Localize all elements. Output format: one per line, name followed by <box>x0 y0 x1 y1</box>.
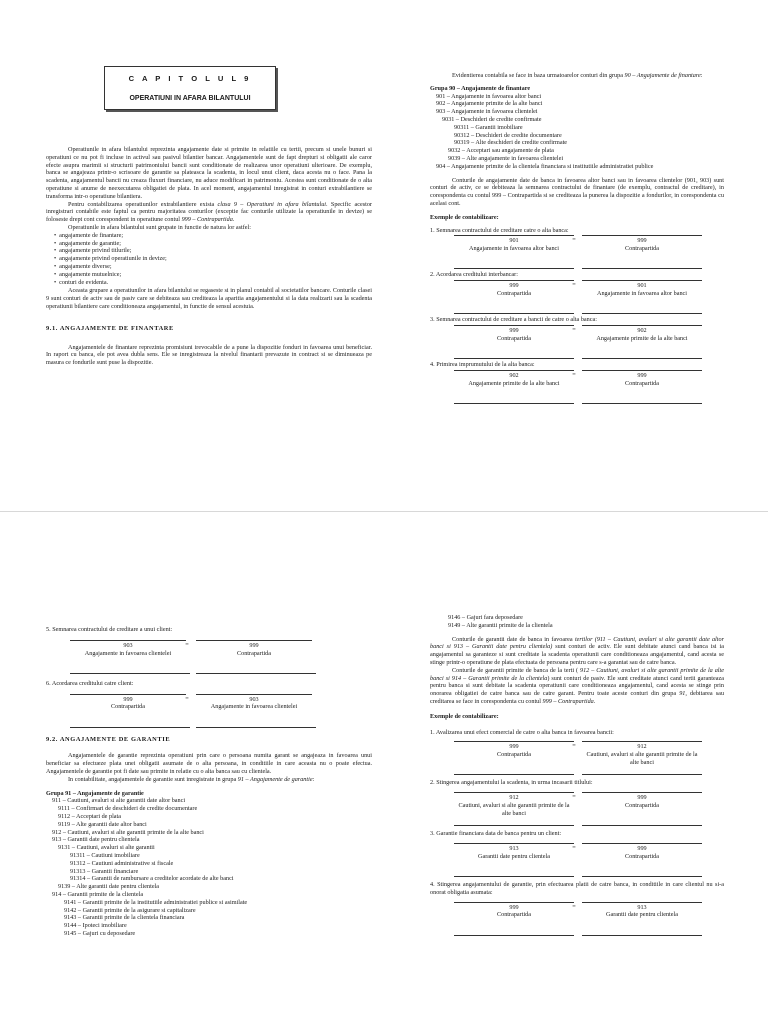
account-item: 904 – Angajamente primite de la clientela financiara si institutiile administratiei publice <box>436 162 654 170</box>
rule-line <box>196 727 316 728</box>
intro-paragraph: Operatiunile in afara bilantului reprezinta angajamente date si primite in relatiile cu tertii, precum si unele bunuri si operatiuni ce nu pot fi incluse in activul sau pasivul bilantier bancar. Angajamentele sunt de fapt drepturi si obligatii ale caror efecte asupra marimii si structurii patrimoniului bancii sunt conditionate de realizarea unor operatiuni ulterioare. De exemplu, banca se angajeaza printr-o scrisoare de garantie sa plateasca la scadenta, in locul unui client, daca acesta nu o face. Pana la scadenta, angajamentul bancii nu creaza fluxuri financiare, nu aduce modificari in patrimoniu. Acestea sunt conditionate de o alta operatiune si anume de neexecutarea obligatiei de plata. In acel moment, angajamentul inregistrat in conturi extrabilantiere se transforma intr-o operatiune bilantiera. <box>46 146 372 200</box>
rule-line <box>582 268 702 269</box>
journal-entries <box>430 729 724 938</box>
entry-title: 4. Stingerea angajamentului de garantie, prin efectuarea platii de catre banca, in conditiile in care clientul nu si-a onorat obligatia asumata: <box>430 880 724 896</box>
rule-line <box>454 935 574 936</box>
account-item: 912 – Cautiuni, avaluri si alte garantii primite de la alte banci <box>52 828 204 836</box>
credit-account: 903 Angajamente in favoarea clientelei <box>196 694 312 712</box>
account-item: 90319 – Alte deschideri de credite confirmate <box>454 139 568 147</box>
chapter-title: OPERATIUNI IN AFARA BILANTULUI <box>129 95 251 102</box>
page-2 <box>0 512 768 1024</box>
journal-entry <box>430 280 724 316</box>
rule-line <box>454 313 574 314</box>
credit-account: 912 Cautiuni, avaluri si alte garantii primite de la alte banci <box>582 741 702 766</box>
journal-entry <box>430 235 724 271</box>
account-item: 9144 – Ipoteci imobiliare <box>64 922 127 930</box>
equals-sign: = <box>572 281 576 289</box>
group-90-title: Grupa 90 – Angajamente de finantare <box>430 84 531 92</box>
account-item: 9131 – Cautiuni, avaluri si alte garantii <box>58 844 155 852</box>
rule-line <box>454 403 574 404</box>
journal-entry <box>430 325 724 361</box>
list-item: • angajamente de finantare; <box>54 232 372 240</box>
account-item: 9031 – Deschideri de credite confirmate <box>442 115 542 123</box>
rule-line <box>454 825 574 826</box>
rule-line <box>582 313 702 314</box>
group-91-list <box>46 790 372 938</box>
account-item: 9139 – Alte garantii date pentru clientela <box>58 883 160 891</box>
debit-account: 999 Contrapartida <box>454 325 574 343</box>
equals-sign: = <box>185 640 189 648</box>
account-item: 9145 – Gajuri cu deposedare <box>64 929 136 937</box>
debit-account: 999 Contrapartida <box>454 280 574 298</box>
page-1-left-column <box>46 146 372 367</box>
equals-sign: = <box>572 325 576 333</box>
account-item: 903 – Angajamente in favoarea clientelei <box>436 108 538 116</box>
journal-entry <box>430 792 724 828</box>
journal-entry <box>430 843 724 879</box>
account-item: 9146 – Gajuri fara deposedare <box>448 614 523 621</box>
account-item: 911 – Cautiuni, avaluri si alte garantii date altor banci <box>52 797 186 805</box>
section-9-1-text: Angajamentele de finantare reprezinta promisiuni irevocabile de a pune la dispozitie fonduri in favoarea unui beneficiar. In raport cu banca, ele pot avea dubla sens. Ele se inregistreaza la nivelul finantarii prevazute in contract si se diminueaza pe masura ce fondurile sunt puse la dispozitie. <box>46 343 372 367</box>
equals-sign: = <box>572 742 576 750</box>
account-item: 9141 – Garantii primite de la institutiile administratiei publice si asimilate <box>64 898 248 906</box>
list-item: • angajamente mutuelnice; <box>54 271 372 279</box>
journal-entries <box>430 227 724 406</box>
account-item: 9142 – Garantii primite de la asigurare si capitalizare <box>64 906 196 914</box>
entry-title: 6. Acordarea creditului catre client: <box>46 679 134 687</box>
intro-paragraph-4: Aceasta grupare a operatiunilor in afara bilantului se regaseste si in planul contabil al societatilor bancare. Conturile clasei 9 sunt conturi de activ sau de pasiv care se debiteaza sau crediteaza la aparitia angajamentului si la data realizarii sau la scadenta operatiunii bilantiere care conditioneaza angajamentul, in functie de sensul acestuia. <box>46 287 372 310</box>
account-item: 901 – Angajamente in favoarea altor banci <box>436 92 542 100</box>
debit-account: 901 Angajamente in favoarea altor banci <box>454 235 574 253</box>
accounts-intro: Evidentierea contabila se face in baza urmatoarelor conturi din grupa 90 – Angajamente de finantare: <box>452 72 703 79</box>
rule-line <box>454 268 574 269</box>
page-2-left-column <box>46 626 372 938</box>
rule-line <box>454 774 574 775</box>
journal-entry <box>430 741 724 777</box>
list-item: • angajamente diverse; <box>54 263 372 271</box>
account-item: 91314 – Garantii de rambursare a creditelor acordate de alte banci <box>70 875 234 883</box>
group-91-list-continued <box>430 614 724 630</box>
journal-entry <box>46 694 372 730</box>
entry-title: 4. Primirea imprumutului de la alta banca: <box>430 360 535 368</box>
rule-line <box>196 673 316 674</box>
debit-account: 903 Angajamente in favoarea clientelei <box>70 640 186 658</box>
credit-account: 999 Contrapartida <box>196 640 312 658</box>
account-item: 9149 – Alte garantii primite de la clientela <box>448 621 553 629</box>
rule-line <box>582 825 702 826</box>
group-91-title: Grupa 91 – Angajamente de garantie <box>46 789 144 797</box>
account-item: 90311 – Garantii imobiliare <box>454 123 523 131</box>
entry-title: 2. Acordarea creditului interbancar: <box>430 271 518 279</box>
chapter-number: C A P I T O L U L 9 <box>128 74 252 83</box>
intro-paragraph-3: Operatiunile in afara bilantului sunt grupate in functie de natura lor astfel: <box>68 223 251 231</box>
account-item: 91312 – Cautiuni administrative si fiscale <box>70 859 174 867</box>
list-item: • conturi de evidenta. <box>54 279 372 287</box>
grouping-list <box>46 232 372 287</box>
section-9-2-text-2: In contabilitate, angajamentele de garantie sunt inregistrate in grupa 91 – Angajamente de garantie: <box>68 775 315 783</box>
debit-account: 913 Garantii date pentru clientela <box>454 843 574 861</box>
group-90-list <box>430 85 724 171</box>
section-9-2-text: Angajamentele de garantie reprezinta operatiuni prin care o persoana numita garant se angajeaza in favoarea unui beneficiar sa efectueze plata unei obligatii asumate de o alta persoana, in conditiile in care aceasta nu o poate efectua. Angajamentele de garantie pot fi date sau primite in relatie cu o alta banca sau cu clientela. <box>46 752 372 775</box>
credit-account: 999 Contrapartida <box>582 843 702 861</box>
entry-title: 2. Stingerea angajamentului la scadenta, in urma incasarii titlului: <box>430 779 593 787</box>
equals-sign: = <box>572 902 576 910</box>
accounts-explanation: Conturile de angajamente date de banca in favoarea altor banci sau in favoarea clientelor (901, 903) sunt conturi de activ, ce se debiteaza la semnarea contractului de finantare (de exemplu, contractul de creditare), in corespondenta cu contul 999 – Contrapartida si se crediteaza la punerea la dispozitie a fondurilor, in corespondenta cu acelasi cont. <box>430 176 724 207</box>
entry-title: 3. Garantie financiara data de banca pentru un client: <box>430 830 562 838</box>
account-item: 9112 – Acceptari de plata <box>58 812 121 820</box>
journal-entry <box>430 902 724 938</box>
equals-sign: = <box>572 370 576 378</box>
credit-account: 999 Contrapartida <box>582 792 702 810</box>
rule-line <box>70 727 190 728</box>
debit-account: 999 Contrapartida <box>454 741 574 759</box>
entry-title: 1. Avalizarea unui efect comercial de catre o alta banca in favoarea bancii: <box>430 728 614 736</box>
equals-sign: = <box>572 793 576 801</box>
rule-line <box>582 876 702 877</box>
debit-account: 999 Contrapartida <box>454 902 574 920</box>
equals-sign: = <box>185 694 189 702</box>
examples-title: Exemple de contabilizare: <box>430 712 499 720</box>
rule-line <box>582 403 702 404</box>
debit-account: 912 Cautiuni, avaluri si alte garantii primite de la alte banci <box>454 792 574 817</box>
chapter-title-box <box>104 66 276 110</box>
credit-account: 999 Contrapartida <box>582 235 702 253</box>
page-2-right-column <box>430 614 724 938</box>
rule-line <box>70 673 190 674</box>
account-item: 914 – Garantii primite de la clientela <box>52 890 144 898</box>
list-item: • angajamente privind titlurile; <box>54 247 372 255</box>
credit-account: 902 Angajamente primite de la alte banci <box>582 325 702 343</box>
rule-line <box>454 358 574 359</box>
account-item: 91313 – Garantii financiare <box>70 867 139 875</box>
list-item: • angajamente de garantie; <box>54 240 372 248</box>
debit-account: 902 Angajamente primite de la alte banci <box>454 370 574 388</box>
equals-sign: = <box>572 843 576 851</box>
account-item: 9032 – Acceptari sau angajamente de plata <box>448 147 554 155</box>
rule-line <box>582 774 702 775</box>
account-item: 9039 – Alte angajamente in favoarea clientelei <box>448 154 564 162</box>
entry-title: 1. Semnarea contractului de creditare catre o alta banca: <box>430 226 569 234</box>
guarantees-given-text: Conturile de garantii date de banca in favoarea tertilor (911 – Cautiuni, avaluri si alte garantii date altor banci si 913 – Garantii date pentru clientela) sunt conturi de activ. Ele sunt debitate atunci cand banca isi ia angajamentul sa garanteze si sunt creditate la scadenta operatiunii care conditioneaza angajamentul, cand acesta se stinge printr-o operatiune de plata efectuata de persoana pentru care s-a garantat sau de catre banca. <box>430 635 725 666</box>
intro-paragraph-2: Pentru contabilizarea operatiunilor extrabilantiere exista clasa 9 – Operatiuni in afara bilantului. Specific acestor inregistrari contabile este faptul ca pentru majoritatea conturilor (exceptie fac conturile utilizate la operatiunile in devize) se foloseste drept cont corespondent in operatiune contul 999 – Contrapartida. <box>46 200 372 224</box>
section-heading-9-2: 9.2. ANGAJAMENTE DE GARANTIE <box>46 735 171 743</box>
equals-sign: = <box>572 236 576 244</box>
entry-title: 5. Semnarea contractului de creditare a unui client: <box>46 626 173 633</box>
rule-line <box>454 876 574 877</box>
debit-account: 999 Contrapartida <box>70 694 186 712</box>
guarantees-received-text: Conturile de garantii primite de banca de la terti ( 912 – Cautiuni, avaluri si alte garantii primite de la alte banci si 914 – Garantii primite de la clientela) sunt conturi de pasiv. Ele sunt creditate atunci cand tertii garanteaza pentru banca si sunt debitate la scadenta operatiunii care conditioneaza angajamentul, cand acesta se stinge prin onorarea obligatiei de catre banca sau de catre garant. Pentru toate aceste conturi din grupa 91, debitarea sau creditarea se face in corespondenta cu contul 999 – Contrapartida. <box>430 666 724 705</box>
account-item: 9111 – Confirmari de deschideri de credite documentare <box>58 805 198 813</box>
list-item: • angajamente privind operatiunile in devize; <box>54 255 372 263</box>
rule-line <box>582 935 702 936</box>
section-heading-9-1: 9.1. ANGAJAMENTE DE FINANTARE <box>46 324 174 332</box>
account-item: 9143 – Garantii primite de la clientela financiara <box>64 914 185 922</box>
credit-account: 999 Contrapartida <box>582 370 702 388</box>
credit-account: 913 Garantii date pentru clientela <box>582 902 702 920</box>
page-1-right-column <box>430 72 724 406</box>
journal-entry <box>430 370 724 406</box>
credit-account: 901 Angajamente in favoarea altor banci <box>582 280 702 298</box>
rule-line <box>582 358 702 359</box>
examples-title: Exemple de contabilizare: <box>430 213 499 221</box>
account-item: 90312 – Deschideri de credite documentare <box>454 131 562 139</box>
account-item: 9119 – Alte garantii date altor banci <box>58 820 147 828</box>
entry-title: 3. Semnarea contractului de creditare a bancii de catre o alta banca: <box>430 316 597 324</box>
account-item: 91311 – Cautiuni imobiliare <box>70 851 140 859</box>
journal-entry <box>46 640 372 676</box>
account-item: 913 – Garantii date pentru clientela <box>52 836 140 844</box>
account-item: 902 – Angajamente primite de la alte banci <box>436 100 543 108</box>
